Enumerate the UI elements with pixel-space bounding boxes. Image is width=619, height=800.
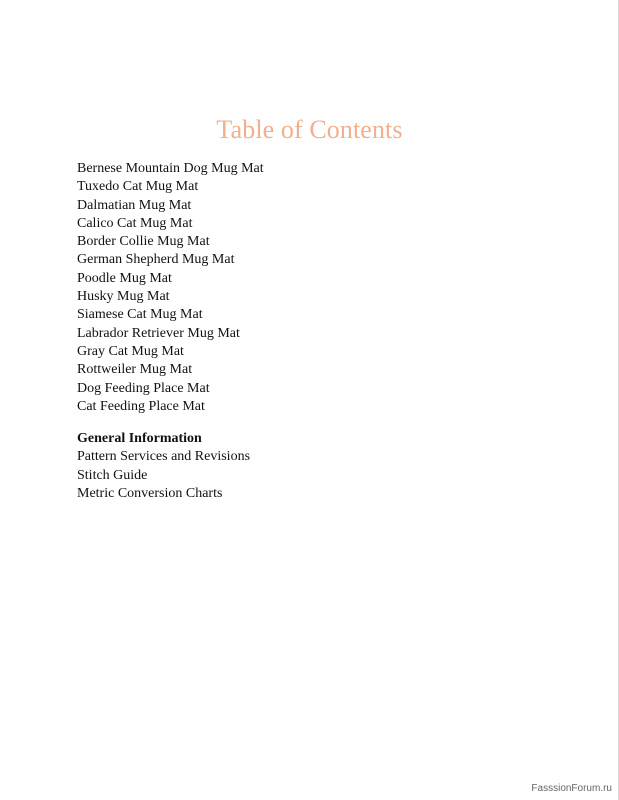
toc-item: Bernese Mountain Dog Mug Mat <box>77 161 264 176</box>
toc-item: Border Collie Mug Mat <box>77 234 210 250</box>
toc-item: Dog Feeding Place Mat <box>77 380 210 396</box>
toc-item: Metric Conversion Charts <box>77 485 223 501</box>
toc-item: Husky Mug Mat <box>77 289 170 305</box>
general-information-list <box>77 448 250 503</box>
general-information-section <box>77 430 250 503</box>
toc-item: Poodle Mug Mat <box>77 270 172 286</box>
toc-item: Cat Feeding Place Mat <box>77 398 205 414</box>
toc-item: Siamese Cat Mug Mat <box>77 307 203 323</box>
toc-item: Rottweiler Mug Mat <box>77 362 193 378</box>
toc-item: Tuxedo Cat Mug Mat <box>77 179 199 195</box>
page-title: Table of Contents <box>216 115 403 144</box>
toc-item: Stitch Guide <box>77 467 148 483</box>
toc-item: Calico Cat Mug Mat <box>77 215 193 231</box>
toc-item: German Shepherd Mug Mat <box>77 252 235 268</box>
section-heading: General Information <box>77 431 202 446</box>
toc-item: Labrador Retriever Mug Mat <box>77 325 240 341</box>
toc-item: Dalmatian Mug Mat <box>77 197 192 213</box>
toc-item: Pattern Services and Revisions <box>77 449 251 465</box>
watermark: FasssionForum.ru <box>531 783 612 794</box>
pattern-toc-list <box>77 160 264 416</box>
toc-item: Gray Cat Mug Mat <box>77 343 184 359</box>
